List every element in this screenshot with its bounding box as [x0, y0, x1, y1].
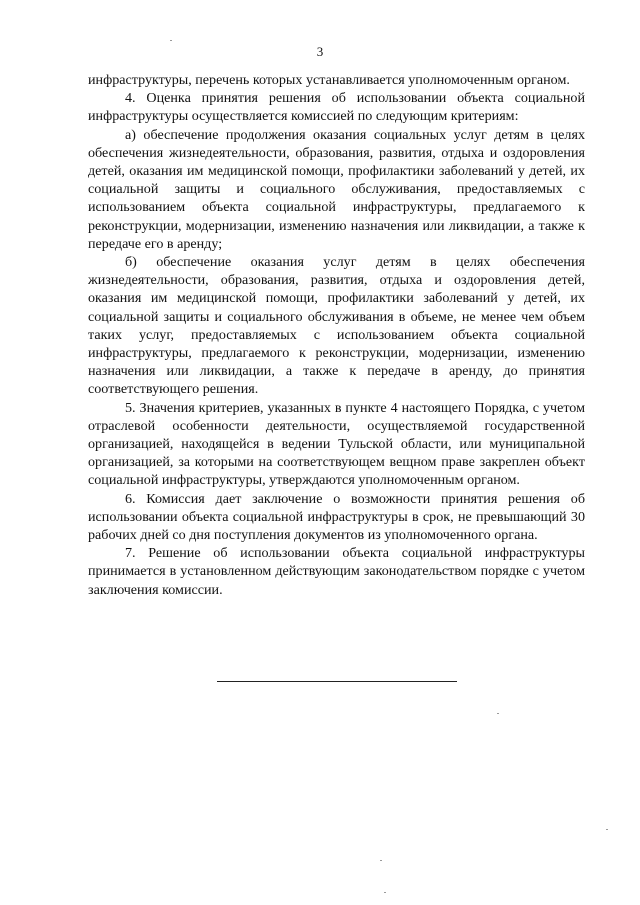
paragraph-item-4: 4. Оценка принятия решения об использовании объекта социальной инфраструктуры осуществляется комиссией по следующим критериям:: [88, 90, 585, 125]
scan-speck: [170, 40, 172, 41]
paragraph-continuation: инфраструктуры, перечень которых устанавливается уполномоченным органом.: [88, 72, 570, 88]
scan-speck: [497, 713, 499, 714]
scan-speck: [380, 860, 382, 861]
scan-speck: [606, 829, 608, 830]
paragraph-item-7: 7. Решение об использовании объекта социальной инфраструктуры принимается в установленном действующим законодательством порядке с учетом заключения комиссии.: [88, 545, 585, 598]
paragraph-criterion-a: а) обеспечение продолжения оказания социальных услуг детям в целях обеспечения жизнедеятельности, образования, развития, отдыха и оздоровления детей, оказания им медицинской помощи, профилактики заболеваний у детей, их социальной защиты и социального обслуживания, предоставляемых с использованием объекта социальной инфраструктуры, предлагаемого к реконструкции, модернизации, изменению назначения или ликвидации, а также к передаче его в аренду;: [88, 126, 585, 252]
page-number: 3: [316, 44, 324, 59]
document-body: [88, 71, 585, 599]
paragraph-criterion-b: б) обеспечение оказания услуг детям в целях обеспечения жизнедеятельности, образования, развития, отдыха и оздоровления детей, оказания им медицинской помощи, профилактики заболеваний у детей, их социальной защиты и социального обслуживания в объеме, не менее чем объем таких услуг, предоставляемых с использованием объекта социальной инфраструктуры, предлагаемого к реконструкции, модернизации, изменению назначения или ликвидации, а также к передаче в аренду, до принятия соответствующего решения.: [88, 254, 585, 398]
paragraph-item-5: 5. Значения критериев, указанных в пункте 4 настоящего Порядка, с учетом отраслевой особенности деятельности, осуществляемой государственной организацией, находящейся в ведении Тульской области, или муниципальной организацией, за которыми на соответствующем вещном праве закреплен объект социальной инфраструктуры, утверждаются уполномоченным органом.: [88, 399, 585, 489]
paragraph-item-6: 6. Комиссия дает заключение о возможности принятия решения об использовании объекта социальной инфраструктуры в срок, не превышающий 30 рабочих дней со дня поступления документов из уполномоченного органа.: [88, 490, 585, 544]
closing-separator-line: [217, 681, 457, 682]
scan-speck: [384, 892, 386, 893]
